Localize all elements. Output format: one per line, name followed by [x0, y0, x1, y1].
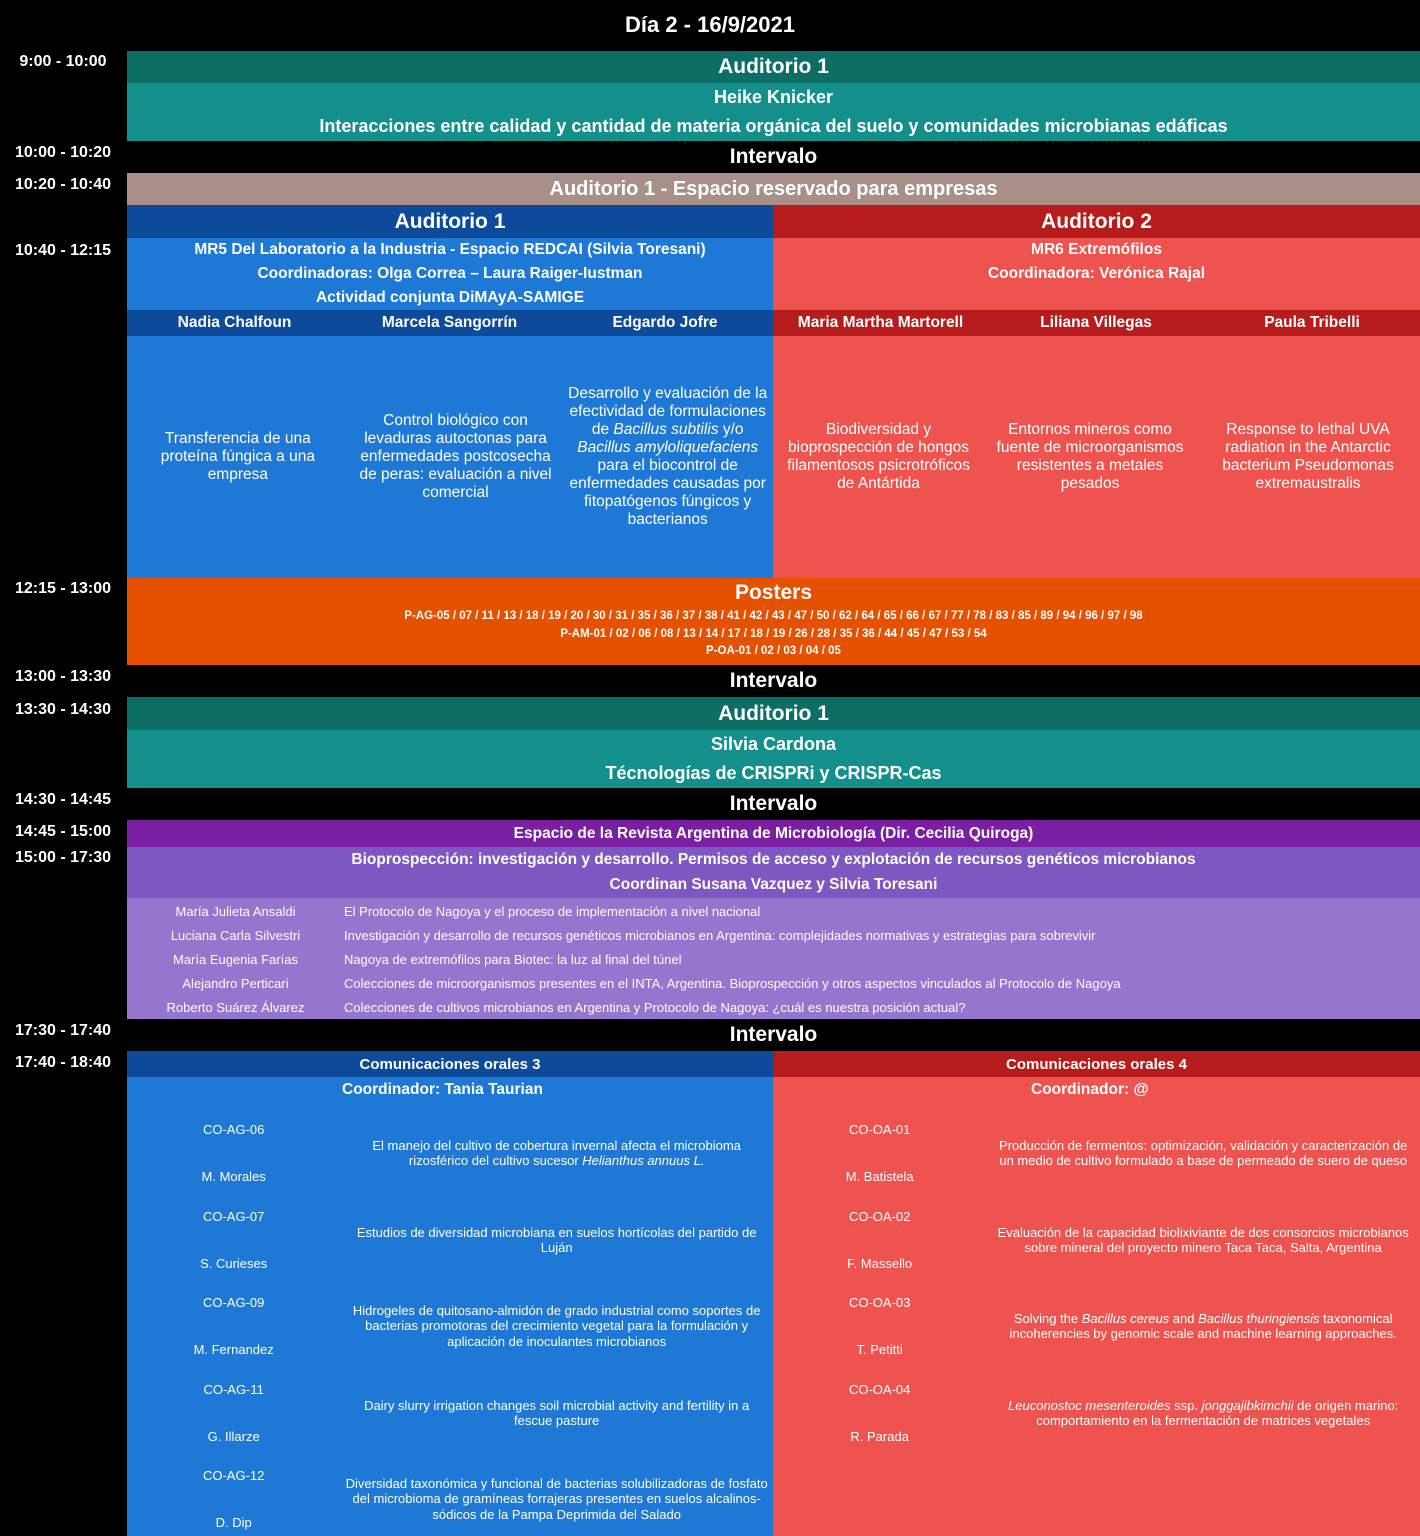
talk-title: Estudios de diversidad microbiana en suelos hortícolas del partido de Luján [356, 1224, 757, 1255]
speaker-name: María Eugenia Farías [172, 951, 298, 967]
talk-title: Desarrollo y evaluación de la efectividad de formulaciones de Bacillus subtilis y/o Bacillus amyloliquefaciens para el biocontrol de enfermedades causadas por fitopatógenos fúngicos y bacterianos [568, 385, 768, 528]
session-coordinators: Coordinador: Tania Taurian [342, 1081, 543, 1098]
talk-title: Response to lethal UVA radiation in the Antarctic bacterium Pseudomonas extremaustralis [1222, 421, 1394, 492]
author-name: R. Parada [850, 1428, 909, 1444]
mr6-header [773, 238, 1420, 310]
session-coordinators: Coordinadoras: Olga Correa – Laura Raiger-Iustman [257, 265, 643, 282]
list-item [773, 1291, 1420, 1361]
poster-list: P-AM-01 / 02 / 06 / 08 / 13 / 14 / 17 / 18 / 19 / 26 / 28 / 35 / 36 / 44 / 45 / 47 / 53 / 54 [560, 627, 987, 640]
time-label: 17:40 - 18:40 [14, 1054, 112, 1071]
session-coordinators: Coordinan Susana Vazquez y Silvia Toresani [609, 876, 938, 893]
speaker-row [773, 310, 1420, 336]
room-header: Auditorio 1 [127, 51, 1420, 83]
interval-band: Intervalo [729, 792, 818, 815]
talk-title: Colecciones de cultivos microbianos en Argentina y Protocolo de Nagoya: ¿cuál es nuestra posición actual? [344, 999, 966, 1015]
talk-code: CO-OA-03 [848, 1295, 911, 1310]
talk-code: CO-AG-09 [202, 1295, 265, 1310]
talk-title: Entornos mineros como fuente de microorganismos resistentes a metales pesados [996, 421, 1184, 492]
speaker-name: Heike Knicker [713, 87, 834, 107]
talks-row [127, 336, 773, 578]
posters-block [127, 578, 1420, 665]
talk-code: CO-AG-11 [203, 1382, 264, 1397]
time-label: 13:30 - 14:30 [14, 701, 112, 718]
list-item [127, 1118, 773, 1188]
list-item [127, 1291, 773, 1361]
author-name: T. Petitti [856, 1341, 903, 1357]
speaker-name: Liliana Villegas [1040, 314, 1152, 331]
speaker-name: Maria Martha Martorell [797, 314, 964, 331]
talk-code: CO-OA-01 [848, 1122, 911, 1137]
talk-title: Hidrogeles de quitosano-almidón de grado industrial como soportes de bacterias promotoras del crecimiento vegetal para la formulación y aplicación de inoculantes microbianos [352, 1302, 761, 1349]
talk-title: El manejo del cultivo de cobertura invernal afecta el microbioma rizosférico del cultivo sucesor Helianthus annuus L. [372, 1137, 741, 1168]
poster-list: P-OA-01 / 02 / 03 / 04 / 05 [706, 645, 841, 657]
talk-code: CO-AG-07 [202, 1209, 265, 1224]
talk-title: Biodiversidad y bioprospección de hongos filamentosos psicrotróficos de Antártida [787, 421, 970, 492]
list-item [127, 1205, 773, 1275]
biopros-list [127, 898, 1420, 1019]
list-item [773, 1378, 1420, 1448]
list-item [127, 947, 1420, 971]
author-name: M. Morales [201, 1168, 266, 1184]
author-name: S. Curieses [200, 1255, 268, 1271]
speaker-name: Nadia Chalfoun [177, 314, 292, 331]
time-label: 10:20 - 10:40 [14, 176, 112, 193]
talk-title: Transferencia de una proteína fúngica a una empresa [160, 430, 315, 483]
time-label: 14:30 - 14:45 [14, 791, 112, 808]
talk-title: Colecciones de microorganismos presentes en el INTA, Argentina. Bioprospección y otros aspectos vinculados al Protocolo de Nagoya [344, 975, 1121, 991]
list-item [773, 1205, 1420, 1275]
talk-title: Investigación y desarrollo de recursos genéticos microbianos en Argentina: complejidades normativas y estrategias para sobrevivir [344, 927, 1096, 943]
talk-code: CO-OA-04 [848, 1382, 911, 1397]
posters-title: Posters [734, 581, 813, 604]
interval-band: Intervalo [729, 669, 818, 692]
session-coordinators: Coordinadora: Verónica Rajal [987, 265, 1206, 282]
time-label: 17:30 - 17:40 [14, 1022, 112, 1039]
talk-code: CO-AG-06 [202, 1122, 265, 1137]
speaker-name: Marcela Sangorrín [381, 314, 518, 331]
speaker-name: Roberto Suárez Álvarez [166, 999, 305, 1015]
talks-row [773, 336, 1420, 578]
session-title: MR5 Del Laboratorio a la Industria - Espacio REDCAI (Silvia Toresani) [194, 241, 706, 258]
room-header: Auditorio 2 [773, 205, 1420, 238]
author-name: M. Fernandez [193, 1341, 274, 1357]
talk-title: Dairy slurry irrigation changes soil microbial activity and fertility in a fescue pasture [364, 1397, 750, 1428]
time-label: 14:45 - 15:00 [14, 823, 112, 840]
time-label: 9:00 - 10:00 [19, 53, 107, 70]
list-item [773, 1118, 1420, 1188]
speaker-row [127, 310, 773, 336]
page-title: Día 2 - 16/9/2021 [624, 12, 795, 37]
speaker-name: Alejandro Perticari [182, 975, 289, 991]
list-item [127, 1378, 773, 1448]
speaker-name: Luciana Carla Silvestri [170, 927, 301, 943]
speaker-name: Silvia Cardona [710, 734, 837, 754]
speaker-name: Edgardo Jofre [612, 314, 718, 331]
mr5-header [127, 238, 773, 310]
list-item [127, 971, 1420, 995]
interval-band: Intervalo [729, 145, 818, 168]
room-header: Auditorio 1 [127, 697, 1420, 730]
list-item [127, 995, 1420, 1019]
talk-title: El Protocolo de Nagoya y el proceso de implementación a nivel nacional [344, 903, 761, 919]
time-label: 13:00 - 13:30 [14, 668, 112, 685]
session-title: Comunicaciones orales 4 [773, 1051, 1420, 1077]
time-label: 15:00 - 17:30 [14, 849, 112, 866]
co3-block [127, 1077, 773, 1536]
author-name: G. Illarze [207, 1428, 260, 1444]
biopros-header [127, 847, 1420, 898]
talk-title: Solving the Bacillus cereus and Bacillus thuringiensis taxonomical incoherencies by genomic scale and machine learning approaches. [1009, 1310, 1397, 1341]
time-label: 10:40 - 12:15 [14, 242, 112, 259]
session-title: Comunicaciones orales 3 [127, 1051, 773, 1077]
list-item [127, 1464, 773, 1534]
session-coordinators: Coordinador: @ [1031, 1081, 1149, 1098]
talk-title: Producción de fermentos: optimización, validación y caracterización de un medio de cultivo formulado a base de permeado de suero de queso [999, 1137, 1408, 1168]
session-title: Bioprospección: investigación y desarrollo. Permisos de acceso y explotación de recursos genéticos microbianos [351, 850, 1196, 868]
speaker-name: Paula Tribelli [1264, 314, 1360, 331]
session-note: Actividad conjunta DiMAyA-SAMIGE [315, 289, 585, 306]
talk-title: Técnologías de CRISPRi y CRISPR-Cas [605, 763, 942, 783]
keynote-block [127, 83, 1420, 141]
speaker-name: María Julieta Ansaldi [175, 903, 296, 919]
talk-title: Nagoya de extremófilos para Biotec: la luz al final del túnel [344, 951, 682, 967]
talk-title: Diversidad taxonómica y funcional de bacterias solubilizadoras de fosfato del microbioma de gramíneas forrajeras presentes en suelos alcalinos-sódicos de la Pampa Deprimida del Salado [345, 1475, 768, 1522]
talk-title: Evaluación de la capacidad biolixiviante de dos consorcios microbianos sobre mineral del proyecto minero Taca Taca, Salta, Argentina [997, 1224, 1409, 1255]
talk-title: Control biológico con levaduras autoctonas para enfermedades postcosecha de peras: evaluación a nivel comercial [359, 412, 552, 501]
keynote-block [127, 730, 1420, 788]
room-header: Auditorio 1 [127, 205, 773, 238]
author-name: M. Batistela [845, 1168, 914, 1184]
list-item [127, 899, 1420, 923]
talk-title: Leuconostoc mesenteroides ssp. jonggajibkimchii de origen marino: comportamiento en la fermentación de matrices vegetales [1008, 1397, 1399, 1428]
time-label: 10:00 - 10:20 [14, 144, 112, 161]
author-name: D. Dip [215, 1514, 252, 1530]
author-name: F. Massello [847, 1255, 913, 1271]
sponsor-band: Auditorio 1 - Espacio reservado para empresas [127, 173, 1420, 205]
list-item [127, 923, 1420, 947]
interval-band: Intervalo [729, 1023, 818, 1046]
talk-code: CO-OA-02 [848, 1209, 911, 1224]
talk-title: Interacciones entre calidad y cantidad de materia orgánica del suelo y comunidades microbianas edáficas [319, 116, 1228, 136]
journal-band: Espacio de la Revista Argentina de Microbiología (Dir. Cecilia Quiroga) [127, 820, 1420, 847]
talk-code: CO-AG-12 [202, 1468, 265, 1483]
co4-block [773, 1077, 1420, 1536]
time-label: 12:15 - 13:00 [14, 580, 112, 597]
session-title: MR6 Extremófilos [1031, 241, 1162, 258]
poster-list: P-AG-05 / 07 / 11 / 13 / 18 / 19 / 20 / 30 / 31 / 35 / 36 / 37 / 38 / 41 / 42 / 43 / 47 / 50 / 62 / 64 / 65 / 66 / 67 / 77 / 78 / 83 / 85 / 89 / 94 / 96 / 97 / 98 [404, 610, 1143, 622]
